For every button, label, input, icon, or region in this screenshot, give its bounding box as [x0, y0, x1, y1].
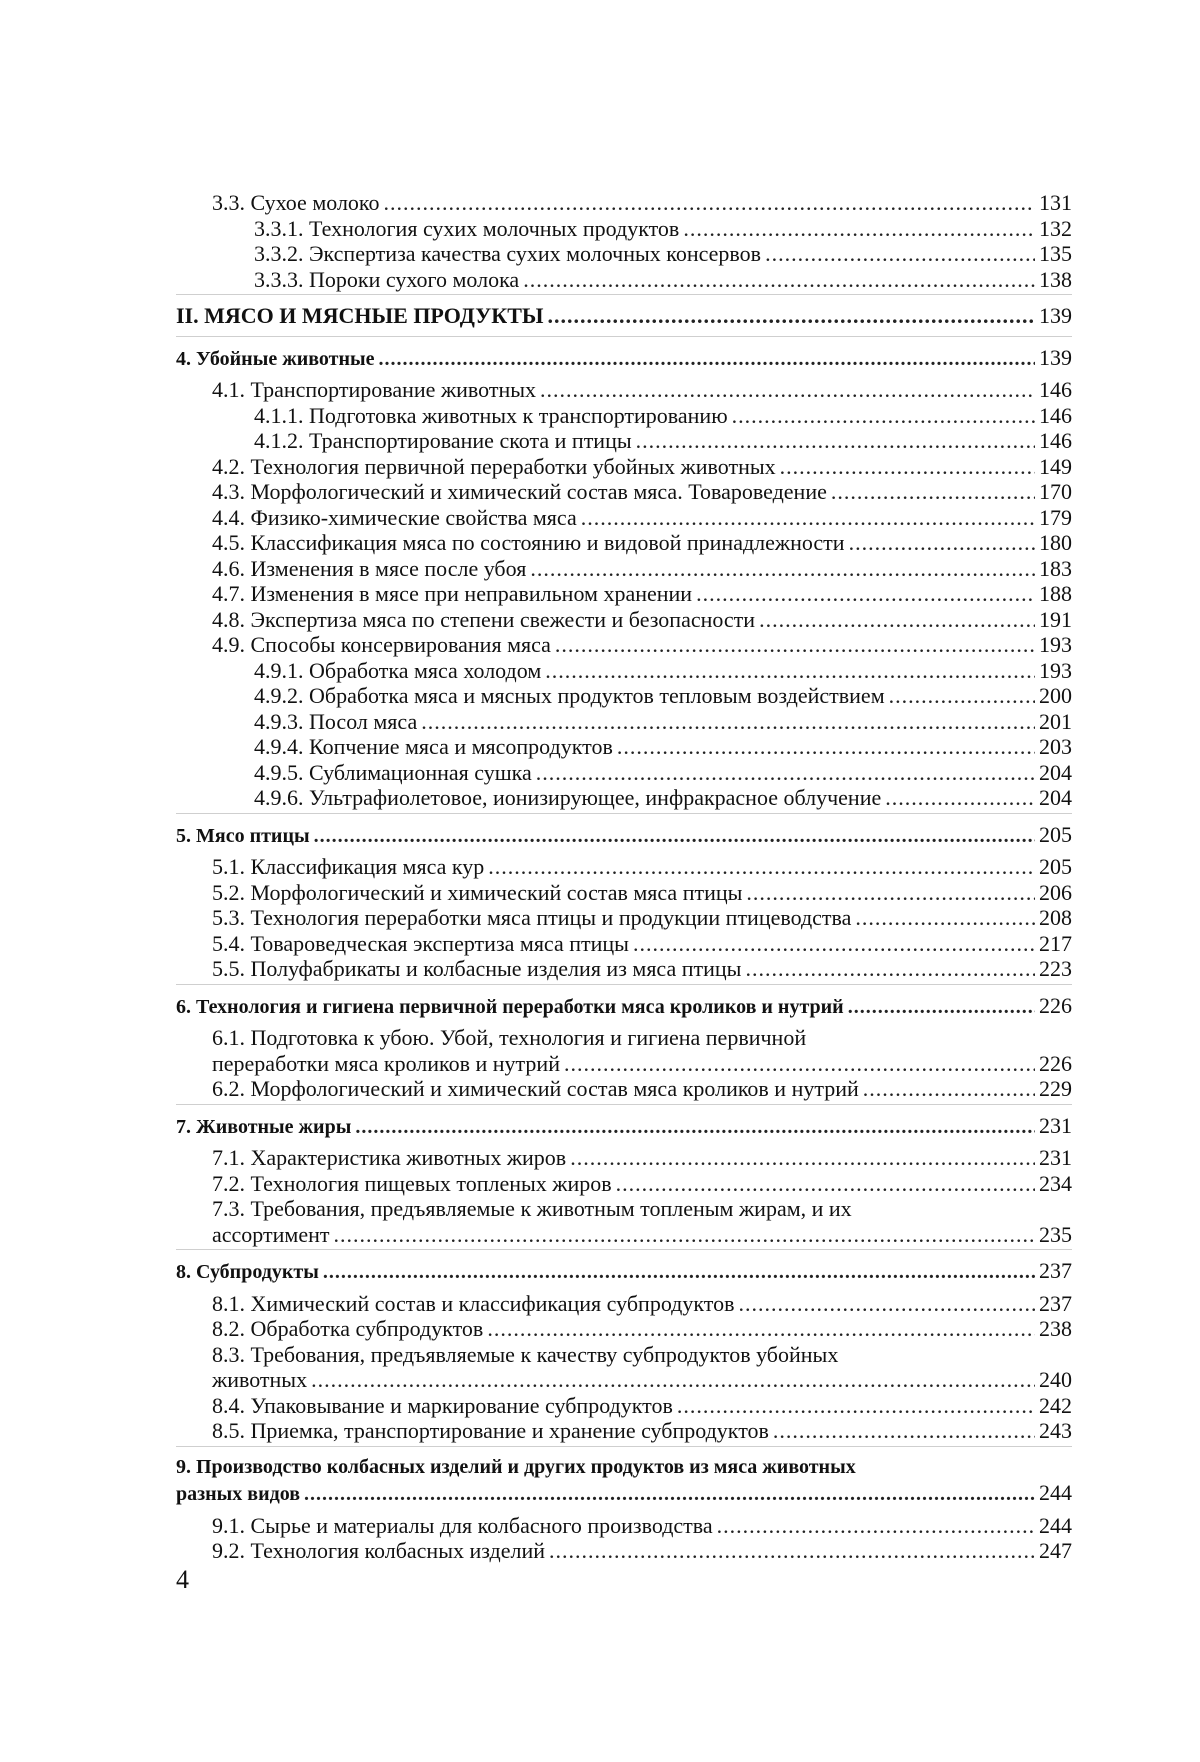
toc-entry[interactable] — [176, 190, 1072, 216]
toc-entry-title: 5.2. Морфологический и химический состав мяса птицы — [212, 879, 743, 905]
toc-entry-title: 4.5. Классификация мяса по состоянию и видовой принадлежности — [212, 530, 845, 555]
dot-leader — [540, 377, 1035, 403]
toc-entry-title: 4.4. Физико-химические свойства мяса — [212, 504, 577, 530]
dot-leader — [849, 530, 1035, 556]
toc-entry[interactable] — [176, 683, 1072, 709]
dot-leader — [855, 905, 1035, 931]
toc-entry-page: 204 — [1039, 759, 1072, 785]
toc-entry-title: 7.1. Характеристика животных жиров — [212, 1145, 567, 1170]
toc-entry-page: 193 — [1039, 657, 1072, 683]
toc-entry[interactable] — [176, 760, 1072, 786]
dot-leader — [717, 1513, 1035, 1539]
dot-leader — [696, 581, 1035, 607]
toc-entry[interactable] — [176, 785, 1072, 811]
toc-entry-title: 4.9.6. Ультрафиолетовое, ионизирующее, инфракрасное облучение — [254, 785, 882, 810]
dot-leader — [765, 241, 1035, 267]
toc-entry-title: 7.2. Технология пищевых топленых жиров — [212, 1170, 612, 1196]
toc-entry-page: 217 — [1039, 930, 1072, 956]
toc-entry[interactable] — [176, 632, 1072, 658]
toc-entry-page: 244 — [1039, 1512, 1072, 1538]
toc-entry[interactable] — [176, 658, 1072, 684]
toc-entry[interactable] — [176, 822, 1072, 850]
section-divider — [176, 1446, 1072, 1449]
toc-entry-page: 237 — [1039, 1258, 1072, 1283]
toc-entry-page: 240 — [1039, 1367, 1072, 1392]
toc-entry[interactable] — [176, 454, 1072, 480]
toc-entry-title: 5. Мясо птицы — [176, 824, 310, 847]
toc-entry[interactable] — [176, 1513, 1072, 1539]
dot-leader — [549, 1538, 1035, 1564]
dot-leader — [677, 1393, 1035, 1419]
dot-leader — [773, 1418, 1035, 1444]
dot-leader — [314, 824, 1035, 850]
toc-entry-page: 146 — [1039, 402, 1072, 428]
toc-entry[interactable] — [176, 931, 1072, 957]
toc-entry[interactable] — [176, 1258, 1072, 1286]
toc-entry-page: 131 — [1039, 190, 1072, 215]
toc-entry-first-line: 7.3. Требования, предъявляемые к животным топленым жирам, и их — [212, 1196, 852, 1221]
toc-entry[interactable] — [176, 1145, 1072, 1171]
toc-entry[interactable] — [176, 1367, 1072, 1393]
toc-entry-title: 4.2. Технология первичной переработки убойных животных — [212, 453, 776, 479]
toc-entry-page: 247 — [1039, 1538, 1072, 1563]
dot-leader — [523, 267, 1035, 293]
toc-entry-title: 5.3. Технология переработки мяса птицы и продукции птицеводства — [212, 905, 852, 930]
dot-leader — [636, 428, 1035, 454]
dot-leader — [421, 709, 1035, 735]
toc-entry-page: 208 — [1039, 905, 1072, 930]
toc-entry-title: II. МЯСО И МЯСНЫЕ ПРОДУКТЫ — [176, 303, 544, 328]
dot-leader — [759, 607, 1035, 633]
dot-leader — [745, 956, 1035, 982]
toc-entry-first-line: 9. Производство колбасных изделий и других продуктов из мяса животных — [176, 1455, 856, 1478]
dot-leader — [617, 734, 1035, 760]
toc-entry-title: 8.4. Упаковывание и маркирование субпродуктов — [212, 1392, 673, 1418]
toc-entry[interactable] — [176, 403, 1072, 429]
dot-leader — [355, 1115, 1035, 1141]
toc-entry-page: 146 — [1039, 428, 1072, 453]
toc-entry-page: 191 — [1039, 606, 1072, 632]
toc-entry-title: 5.1. Классификация мяса кур — [212, 854, 485, 879]
toc-entry-page: 238 — [1039, 1316, 1072, 1341]
toc-entry-page: 179 — [1039, 504, 1072, 530]
toc-entry[interactable] — [176, 581, 1072, 607]
toc-entry-page: 205 — [1039, 854, 1072, 879]
toc-entry[interactable] — [176, 428, 1072, 454]
toc-entry-page: 180 — [1039, 530, 1072, 555]
dot-leader — [384, 190, 1035, 216]
dot-leader — [311, 1367, 1035, 1393]
section-divider — [176, 813, 1072, 816]
toc-entry-page: 138 — [1039, 266, 1072, 292]
toc-entry-title: 8.2. Обработка субпродуктов — [212, 1316, 484, 1341]
toc-entry-title: 4.9.5. Сублимационная сушка — [254, 759, 532, 785]
toc-entry-title: 3.3.1. Технология сухих молочных продуктов — [254, 215, 680, 241]
toc-entry-title: 4.9.2. Обработка мяса и мясных продуктов тепловым воздействием — [254, 683, 885, 708]
table-of-contents — [176, 190, 1072, 1564]
toc-entry-page: 235 — [1039, 1221, 1072, 1247]
toc-entry-page: 200 — [1039, 683, 1072, 708]
toc-entry[interactable] — [176, 303, 1072, 329]
dot-leader — [732, 403, 1035, 429]
toc-entry[interactable] — [176, 377, 1072, 403]
dot-leader — [581, 505, 1035, 531]
dot-leader — [746, 880, 1035, 906]
toc-entry[interactable] — [176, 345, 1072, 373]
section-divider — [176, 336, 1072, 339]
toc-entry-title: 4.1.1. Подготовка животных к транспортированию — [254, 402, 728, 428]
toc-entry-title: 4.7. Изменения в мясе при неправильном хранении — [212, 581, 693, 606]
toc-entry[interactable] — [176, 530, 1072, 556]
dot-leader — [739, 1291, 1036, 1317]
toc-entry-page: 139 — [1039, 344, 1072, 370]
toc-entry-page: 206 — [1039, 879, 1072, 905]
toc-entry[interactable] — [176, 956, 1072, 982]
toc-entry-page: 234 — [1039, 1170, 1072, 1196]
toc-entry[interactable] — [176, 1222, 1072, 1248]
section-divider — [176, 984, 1072, 987]
toc-entry-title: 4. Убойные животные — [176, 347, 375, 370]
dot-leader — [530, 556, 1035, 582]
toc-entry-title: 9.1. Сырье и материалы для колбасного производства — [212, 1512, 713, 1538]
toc-entry[interactable] — [176, 1393, 1072, 1419]
toc-entry-page: 201 — [1039, 708, 1072, 734]
toc-entry[interactable] — [176, 1538, 1072, 1564]
toc-entry[interactable] — [176, 1113, 1072, 1141]
toc-entry[interactable] — [176, 267, 1072, 293]
dot-leader — [333, 1222, 1035, 1248]
toc-entry-title: 4.3. Морфологический и химический состав мяса. Товароведение — [212, 479, 827, 504]
dot-leader — [548, 303, 1035, 329]
dot-leader — [570, 1145, 1035, 1171]
toc-entry-title: 5.5. Полуфабрикаты и колбасные изделия из мяса птицы — [212, 956, 742, 981]
dot-leader — [633, 931, 1035, 957]
toc-entry[interactable] — [176, 880, 1072, 906]
toc-entry-page: 226 — [1039, 992, 1072, 1018]
dot-leader — [304, 1482, 1035, 1508]
toc-entry-page: 229 — [1039, 1076, 1072, 1101]
toc-entry-title: 4.9.3. Посол мяса — [254, 708, 418, 734]
toc-entry-page: 193 — [1039, 632, 1072, 657]
toc-entry-title: 3.3.2. Экспертиза качества сухих молочных консервов — [254, 241, 762, 266]
toc-entry[interactable] — [176, 479, 1072, 505]
toc-entry-page: 146 — [1039, 377, 1072, 402]
dot-leader — [564, 1051, 1035, 1077]
toc-entry[interactable] — [176, 1076, 1072, 1102]
toc-entry[interactable] — [176, 709, 1072, 735]
dot-leader — [616, 1171, 1035, 1197]
toc-entry-title: ассортимент — [212, 1221, 330, 1247]
toc-entry[interactable] — [176, 1316, 1072, 1342]
toc-entry-title: животных — [212, 1367, 308, 1392]
toc-entry-page: 149 — [1039, 453, 1072, 479]
toc-entry-page: 203 — [1039, 734, 1072, 759]
toc-entry-title: 4.8. Экспертиза мяса по степени свежести и безопасности — [212, 606, 756, 632]
toc-entry-page: 223 — [1039, 956, 1072, 981]
toc-entry[interactable] — [176, 241, 1072, 267]
toc-entry-first-line: 6.1. Подготовка к убою. Убой, технология и гигиена первичной — [212, 1025, 807, 1050]
dot-leader — [545, 658, 1035, 684]
toc-entry-page: 231 — [1039, 1145, 1072, 1170]
dot-leader — [487, 1316, 1035, 1342]
toc-entry-title: переработки мяса кроликов и нутрий — [212, 1050, 560, 1076]
dot-leader — [889, 683, 1035, 709]
toc-entry-page: 243 — [1039, 1418, 1072, 1443]
dot-leader — [863, 1076, 1035, 1102]
toc-entry-page: 188 — [1039, 581, 1072, 606]
section-divider — [176, 1104, 1072, 1107]
toc-entry-title: 8. Субпродукты — [176, 1261, 319, 1283]
toc-entry-page: 205 — [1039, 821, 1072, 847]
toc-entry-page: 139 — [1039, 303, 1072, 328]
toc-entry-page: 183 — [1039, 555, 1072, 581]
toc-entry-page: 132 — [1039, 215, 1072, 241]
page-number: 4 — [176, 1565, 189, 1594]
toc-entry[interactable] — [176, 216, 1072, 242]
dot-leader — [555, 632, 1035, 658]
toc-entry-page: 237 — [1039, 1290, 1072, 1316]
toc-entry-title: разных видов — [176, 1483, 301, 1505]
dot-leader — [848, 995, 1035, 1021]
toc-entry-title: 6.2. Морфологический и химический состав мяса кроликов и нутрий — [212, 1076, 859, 1101]
toc-entry-page: 244 — [1039, 1480, 1072, 1505]
toc-entry-title: 4.1.2. Транспортирование скота и птицы — [254, 428, 632, 453]
toc-entry-title: 8.1. Химический состав и классификация субпродуктов — [212, 1290, 735, 1316]
toc-entry-page: 170 — [1039, 479, 1072, 504]
toc-entry[interactable] — [176, 607, 1072, 633]
toc-entry[interactable] — [176, 556, 1072, 582]
toc-entry-page: 135 — [1039, 241, 1072, 266]
toc-entry-title: 3.3. Сухое молоко — [212, 190, 380, 215]
toc-entry[interactable] — [176, 1418, 1072, 1444]
toc-entry-page: 231 — [1039, 1112, 1072, 1138]
dot-leader — [831, 479, 1035, 505]
dot-leader — [378, 347, 1035, 373]
toc-entry[interactable] — [176, 854, 1072, 880]
toc-entry[interactable] — [176, 505, 1072, 531]
section-divider — [176, 1249, 1072, 1252]
toc-entry[interactable] — [176, 1291, 1072, 1317]
dot-leader — [488, 854, 1035, 880]
dot-leader — [536, 760, 1035, 786]
toc-entry-title: 4.1. Транспортирование животных — [212, 377, 537, 402]
dot-leader — [885, 785, 1035, 811]
dot-leader — [780, 454, 1035, 480]
toc-entry-title: 5.4. Товароведческая экспертиза мяса птицы — [212, 930, 629, 956]
toc-entry-page: 204 — [1039, 785, 1072, 810]
toc-entry-first-line: 8.3. Требования, предъявляемые к качеству субпродуктов убойных — [212, 1341, 839, 1367]
toc-entry-title: 4.9.1. Обработка мяса холодом — [254, 657, 542, 683]
toc-entry[interactable] — [176, 1051, 1072, 1077]
toc-entry[interactable] — [176, 1171, 1072, 1197]
toc-entry[interactable] — [176, 1480, 1072, 1508]
toc-entry-title: 8.5. Приемка, транспортирование и хранение субпродуктов — [212, 1418, 769, 1443]
toc-entry-title: 3.3.3. Пороки сухого молока — [254, 266, 520, 292]
dot-leader — [683, 216, 1035, 242]
toc-entry-title: 4.9. Способы консервирования мяса — [212, 632, 551, 657]
toc-entry-title: 6. Технология и гигиена первичной переработки мяса кроликов и нутрий — [176, 995, 844, 1018]
toc-entry-page: 226 — [1039, 1050, 1072, 1076]
toc-entry-title: 4.6. Изменения в мясе после убоя — [212, 555, 527, 581]
toc-entry-title: 4.9.4. Копчение мяса и мясопродуктов — [254, 734, 613, 759]
toc-entry-title: 9.2. Технология колбасных изделий — [212, 1538, 546, 1563]
dot-leader — [323, 1260, 1035, 1286]
section-divider — [176, 294, 1072, 297]
toc-entry[interactable] — [176, 905, 1072, 931]
toc-entry[interactable] — [176, 734, 1072, 760]
toc-entry[interactable] — [176, 993, 1072, 1021]
toc-entry-title: 7. Животные жиры — [176, 1115, 352, 1138]
toc-entry-page: 242 — [1039, 1392, 1072, 1418]
